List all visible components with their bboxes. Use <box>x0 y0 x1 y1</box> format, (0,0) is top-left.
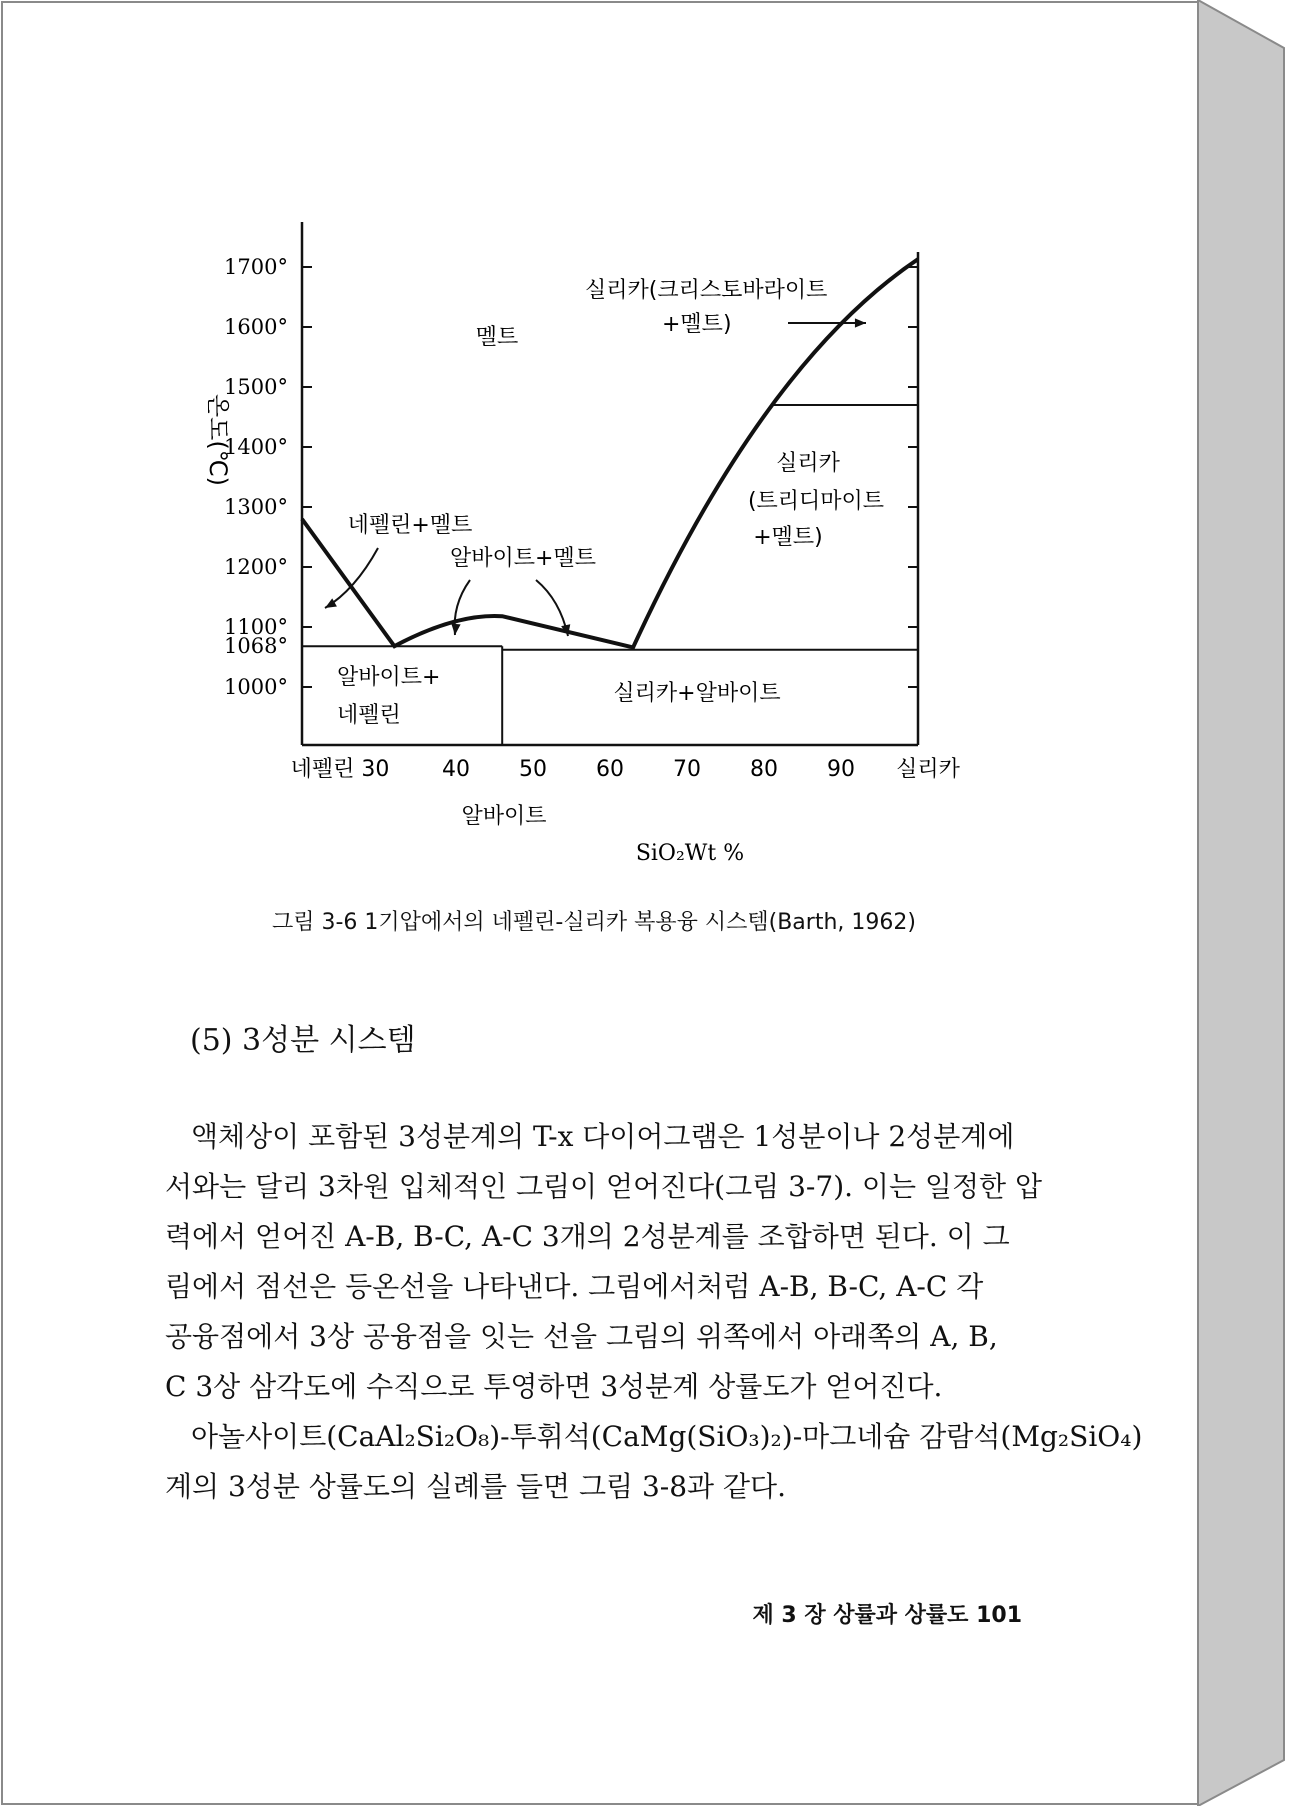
y-tick-label: 1400° <box>224 435 288 459</box>
y-tick-label: 1300° <box>224 495 288 519</box>
y-tick-label: 1500° <box>224 375 288 399</box>
cristobalite-arrow-head <box>855 318 866 327</box>
x-tick-labels <box>291 757 961 782</box>
tridymite-label-2: (트리디마이트 <box>747 489 885 514</box>
paragraph-2-line: 아놀사이트(CaAl₂Si₂O₈)-투휘석(CaMg(SiO₃)₂)-마그네슘 감람석(Mg₂SiO₄) <box>191 1420 1143 1453</box>
y-tick-label: 1068° <box>224 634 288 659</box>
paragraph-2-line: 계의 3성분 상률도의 실례를 들면 그림 3-8과 같다. <box>165 1470 786 1503</box>
x-tick-label: 네펠린 30 <box>290 757 390 782</box>
paragraph-1-line: 공융점에서 3상 공융점을 잇는 선을 그림의 위쪽에서 아래쪽의 A, B, <box>165 1320 998 1353</box>
x-tick-label: 70 <box>673 757 701 782</box>
paragraph-1-line: 력에서 얻어진 A-B, B-C, A-C 3개의 2성분계를 조합하면 된다. 이 그 <box>165 1220 1010 1253</box>
x-tick-label: 실리카 <box>896 757 960 782</box>
x-tick-label: 40 <box>442 757 470 782</box>
melt-label: 멜트 <box>475 325 519 350</box>
tridymite-label: 실리카 <box>776 451 840 476</box>
paragraph-1-line: C 3상 삼각도에 수직으로 투영하면 3성분계 상률도가 얻어진다. <box>165 1370 943 1403</box>
x-tick-label: 50 <box>519 757 547 782</box>
paragraph-1-line: 액체상이 포함된 3성분계의 T-x 다이어그램은 1성분이나 2성분계에 <box>191 1120 1015 1153</box>
albite-composition-label: 알바이트 <box>461 804 547 829</box>
label-arrows <box>325 318 866 636</box>
page-footer: 제 3 장 상률과 상률도 101 <box>752 1603 1022 1628</box>
cristobalite-label: 실리카(크리스토바라이트 <box>585 278 828 303</box>
phase-diagram <box>0 0 1306 900</box>
albite-nepheline-label: 알바이트+ <box>337 665 441 690</box>
region-labels <box>337 278 884 728</box>
y-tick-label: 1000° <box>224 675 288 699</box>
paragraph-1-line: 서와는 달리 3차원 입체적인 그림이 얻어진다(그림 3-7). 이는 일정한 압 <box>165 1170 1043 1203</box>
nepheline-melt-arrow <box>325 548 378 608</box>
albite-nepheline-label-2: 네펠린 <box>337 703 401 728</box>
y-tick-label: 1100° <box>224 615 288 639</box>
tridymite-label-3: +멜트) <box>753 525 823 550</box>
y-tick-label: 1600° <box>224 315 288 339</box>
cristobalite-label-2: +멜트) <box>662 312 732 337</box>
nepheline-melt-label: 네펠린+멜트 <box>347 513 473 538</box>
silica-albite-label: 실리카+알바이트 <box>613 681 781 706</box>
x-tick-label: 80 <box>750 757 778 782</box>
tick-marks <box>302 267 918 687</box>
x-tick-label: 90 <box>827 757 855 782</box>
albite-melt-arrow-left-head <box>451 624 460 635</box>
figure-caption: 그림 3-6 1기압에서의 네펠린-실리카 복용융 시스템(Barth, 1962) <box>272 910 916 935</box>
y-tick-label: 1700° <box>224 255 288 279</box>
x-tick-label: 60 <box>596 757 624 782</box>
y-tick-labels <box>224 255 288 699</box>
x-axis-label: SiO₂Wt % <box>635 841 745 866</box>
albite-melt-label: 알바이트+멜트 <box>450 546 596 571</box>
y-axis-label: 온도(℃) <box>204 393 232 487</box>
body-text <box>165 1112 1143 1512</box>
paragraph-1-line: 림에서 점선은 등온선을 나타낸다. 그림에서처럼 A-B, B-C, A-C 각 <box>165 1270 984 1303</box>
y-tick-label: 1200° <box>224 555 288 579</box>
section-heading: (5) 3성분 시스템 <box>190 1023 416 1058</box>
